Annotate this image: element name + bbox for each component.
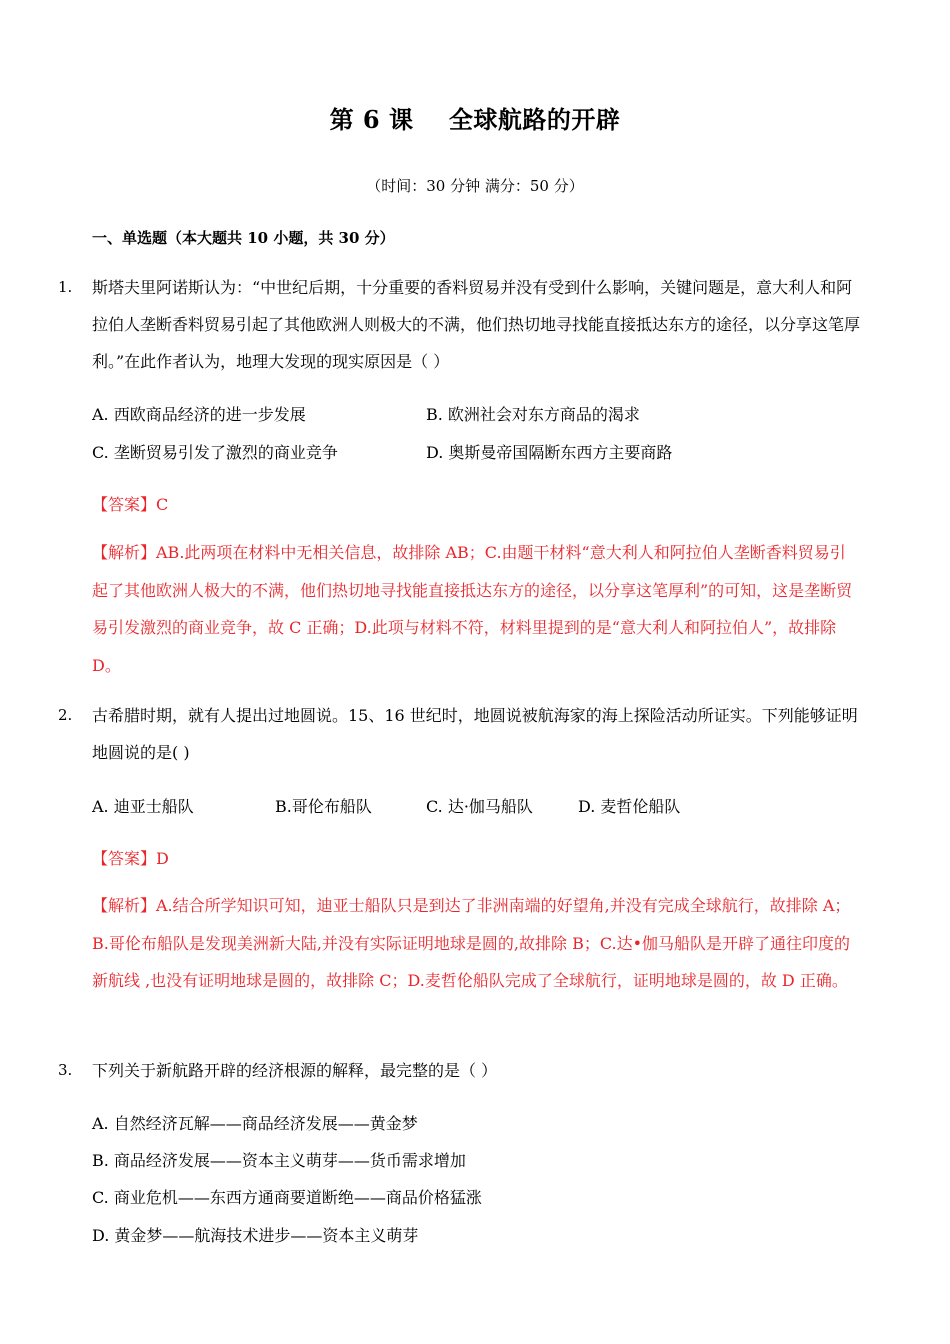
question-stem: 下列关于新航路开辟的经济根源的解释，最完整的是（ ） bbox=[92, 1061, 498, 1080]
question-stem: 斯塔夫里阿诺斯认为：“中世纪后期，十分重要的香料贸易并没有受到什么影响，关键问题是，意大利人和阿拉伯人垄断香料贸易引起了其他欧洲人则极大的不满，他们热切地寻找能直接抵达东方的途径，以分享这笔厚利。”在此作者认为，地理大发现的现实原因是（ ） bbox=[92, 278, 861, 371]
answer-label: 【答案】C bbox=[92, 495, 169, 514]
option-b: B.哥伦布船队 bbox=[275, 797, 372, 816]
question-number: 1. bbox=[58, 278, 73, 296]
exam-info: （时间：30 分钟 满分：50 分） bbox=[366, 177, 584, 195]
question-stem: 古希腊时期，就有人提出过地圆说。15、16 世纪时，地圆说被航海家的海上探险活动所证实。下列能够证明地圆说的是( ) bbox=[92, 706, 858, 762]
option-b: B. 商品经济发展——资本主义萌芽——货币需求增加 bbox=[92, 1151, 466, 1170]
page-title: 第 6 课 全球航路的开辟 bbox=[329, 105, 621, 134]
option-a: A. 自然经济瓦解——商品经济发展——黄金梦 bbox=[92, 1114, 418, 1133]
question-number: 2. bbox=[58, 706, 73, 724]
option-a: A. 西欧商品经济的进一步发展 bbox=[92, 405, 306, 424]
option-b: B. 欧洲社会对东方商品的渴求 bbox=[426, 405, 640, 424]
section-heading: 一、单选题（本大题共 10 小题，共 30 分） bbox=[92, 229, 395, 247]
explanation: 【解析】A.结合所学知识可知，迪亚士船队只是到达了非洲南端的好望角,并没有完成全球航行，故排除 A；B.哥伦布船队是发现美洲新大陆,并没有实际证明地球是圆的,故排除 B；C.达•伽马船队是开辟了通往印度的新航线 ,也没有证明地球是圆的，故排除 C；D.麦哲伦船队完成了全球航行，证明地球是圆的，故 D 正确。 bbox=[92, 896, 851, 990]
question-number: 3. bbox=[58, 1061, 73, 1079]
option-c: C. 垄断贸易引发了激烈的商业竞争 bbox=[92, 443, 338, 462]
explanation: 【解析】AB.此两项在材料中无相关信息，故排除 AB；C.由题干材料“意大利人和阿拉伯人垄断香料贸易引起了其他欧洲人极大的不满，他们热切地寻找能直接抵达东方的途径，以分享这笔厚利”的可知，这是垄断贸易引发激烈的商业竞争，故 C 正确；D.此项与材料不符，材料里提到的是“意大利人和阿拉伯人”，故排除 D。 bbox=[92, 543, 853, 675]
option-d: D. 麦哲伦船队 bbox=[578, 797, 681, 816]
option-c: C. 商业危机——东西方通商要道断绝——商品价格猛涨 bbox=[92, 1188, 482, 1207]
option-c: C. 达·伽马船队 bbox=[426, 797, 533, 816]
option-d: D. 黄金梦——航海技术进步——资本主义萌芽 bbox=[92, 1226, 419, 1245]
answer-label: 【答案】D bbox=[92, 849, 169, 868]
option-d: D. 奥斯曼帝国隔断东西方主要商路 bbox=[426, 443, 673, 462]
option-a: A. 迪亚士船队 bbox=[92, 797, 194, 816]
